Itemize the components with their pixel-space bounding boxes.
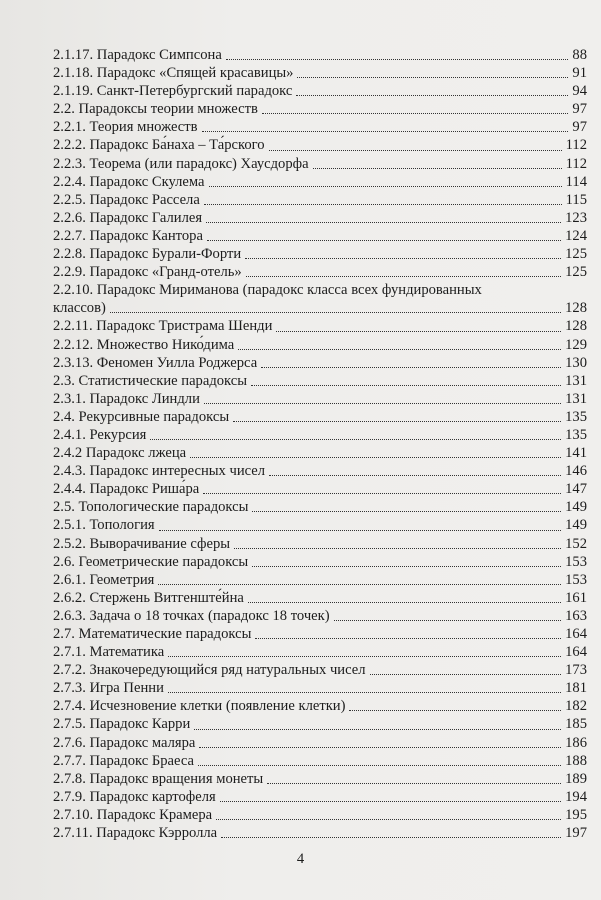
toc-entry	[53, 317, 587, 335]
toc-entry	[53, 82, 587, 100]
dot-leader	[207, 240, 561, 241]
dot-leader	[252, 566, 561, 567]
toc-entry-title: 2.4.3. Парадокс интересных чисел	[53, 463, 266, 480]
toc-entry	[53, 64, 587, 82]
toc-entry	[53, 100, 587, 118]
toc-entry-title: 2.2.8. Парадокс Бурали-Форти	[53, 246, 242, 263]
toc-entry-page: 97	[572, 101, 587, 118]
toc-entry-page: 164	[565, 644, 587, 661]
toc-entry-page: 186	[565, 734, 587, 751]
dot-leader	[158, 584, 561, 585]
toc-entry-page: 194	[565, 788, 587, 805]
toc-entry-title: 2.2.1. Теория множеств	[53, 119, 198, 136]
dot-leader	[150, 439, 561, 440]
toc-entry-title: 2.5. Топологические парадоксы	[53, 499, 249, 516]
toc-entry-page: 131	[565, 390, 587, 407]
dot-leader	[276, 331, 561, 332]
toc-entry-page: 163	[565, 607, 587, 624]
dot-leader	[204, 403, 561, 404]
dot-leader	[221, 837, 561, 838]
toc-entry-title: 2.2.10. Парадокс Мириманова (парадокс класса всех фундированных	[53, 282, 482, 299]
toc-entry-title: 2.7.7. Парадокс Браеса	[53, 752, 194, 769]
dot-leader	[269, 475, 561, 476]
toc-entry-page: 146	[565, 463, 587, 480]
toc-entry	[53, 408, 587, 426]
toc-entry-title: 2.6.1. Геометрия	[53, 571, 155, 588]
toc-entry-page: 147	[565, 481, 587, 498]
toc-entry	[53, 788, 587, 806]
toc-entry	[53, 661, 587, 679]
toc-entry-title: 2.4.2 Парадокс лжеца	[53, 445, 187, 462]
toc-entry	[53, 516, 587, 534]
toc-entry-page: 131	[565, 372, 587, 389]
toc-entry-page: 152	[565, 535, 587, 552]
toc-entry	[53, 589, 587, 607]
toc-entry	[53, 734, 587, 752]
page-number: 4	[296, 851, 305, 867]
toc-entry-title: 2.2.5. Парадокс Рассела	[53, 191, 200, 208]
dot-leader	[248, 602, 561, 603]
toc-entry	[53, 715, 587, 733]
dot-leader	[297, 77, 568, 78]
toc-entry-title: 2.2.11. Парадокс Тристрама Шенди	[53, 318, 273, 335]
dot-leader	[238, 349, 561, 350]
toc-entry-title: 2.2.2. Парадокс Ба́наха – Та́рского	[53, 137, 265, 154]
dot-leader	[349, 710, 561, 711]
toc-entry-title: 2.4.1. Рекурсия	[53, 426, 147, 443]
toc-entry-title: 2.7.6. Парадокс маляра	[53, 734, 196, 751]
dot-leader	[267, 783, 561, 784]
toc-entry	[53, 426, 587, 444]
toc-entry-page: 197	[565, 825, 587, 842]
toc-entry	[53, 462, 587, 480]
toc-entry	[53, 643, 587, 661]
toc-entry-page: 97	[572, 119, 587, 136]
toc-entry-page: 181	[565, 680, 587, 697]
toc-entry	[53, 136, 587, 154]
toc-entry-title: 2.7. Математические парадоксы	[53, 626, 252, 642]
toc-entry	[53, 824, 587, 842]
toc-entry-page: 124	[565, 227, 587, 244]
toc-entry-page: 112	[565, 155, 587, 172]
toc-entry-title: 2.5.1. Топология	[53, 517, 155, 534]
dot-leader	[206, 222, 561, 223]
toc-entry-title: 2.2.12. Множество Нико́дима	[53, 336, 235, 353]
dot-leader	[220, 801, 561, 802]
toc-entry-page: 149	[565, 499, 587, 516]
toc-entry-title: 2.4. Рекурсивные парадоксы	[53, 408, 230, 425]
dot-leader	[216, 819, 561, 820]
toc-entry	[53, 118, 587, 136]
toc-entry	[53, 679, 587, 697]
toc-entry	[53, 245, 587, 263]
dot-leader	[190, 457, 561, 458]
toc-entry-page: 188	[565, 752, 587, 769]
toc-entry	[53, 46, 587, 64]
dot-leader	[233, 421, 561, 422]
toc-entry-page: 94	[572, 83, 587, 100]
toc-entry-page: 135	[565, 408, 587, 425]
dot-leader	[269, 150, 562, 151]
toc-entry-page: 135	[565, 426, 587, 443]
toc-entry-page: 195	[565, 806, 587, 823]
toc-entry-title: 2.2.3. Теорема (или парадокс) Хаусдорфа	[53, 155, 309, 172]
toc-entry-title: 2.7.9. Парадокс картофеля	[53, 788, 216, 805]
dot-leader	[313, 168, 562, 169]
toc-entry-title: 2.7.11. Парадокс Кэрролла	[53, 825, 218, 842]
dot-leader	[261, 367, 561, 368]
toc-entry-title: 2.1.17. Парадокс Симпсона	[53, 47, 222, 63]
toc-entry	[53, 697, 587, 715]
toc-entry-page: 173	[565, 662, 587, 679]
toc-entry-title: 2.2.7. Парадокс Кантора	[53, 227, 203, 244]
dot-leader	[168, 692, 561, 693]
dot-leader	[246, 276, 561, 277]
dot-leader	[110, 312, 561, 313]
toc-entry-title: 2.2.6. Парадокс Галилея	[53, 209, 203, 226]
toc-entry-title: 2.1.19. Санкт-Петербургский парадокс	[53, 83, 293, 100]
toc-entry	[53, 444, 587, 462]
toc-entry-page: 149	[565, 517, 587, 534]
toc-entry	[53, 336, 587, 354]
dot-leader	[262, 113, 569, 114]
dot-leader	[198, 765, 561, 766]
toc-entry-title: 2.5.2. Выворачивание сферы	[53, 535, 231, 552]
toc-entry-page: 128	[565, 318, 587, 335]
toc-entry-page: 114	[565, 173, 587, 190]
toc-entry-page: 161	[565, 589, 587, 606]
toc-entry-title: 2.3.1. Парадокс Линдли	[53, 390, 200, 407]
toc-entry-page: 115	[565, 191, 587, 208]
dot-leader	[204, 204, 562, 205]
toc-entry	[53, 498, 587, 516]
dot-leader	[296, 95, 568, 96]
toc-entry-title: 2.2.4. Парадокс Скулема	[53, 173, 205, 190]
toc-entry	[53, 535, 587, 553]
toc-entry-page: 153	[565, 553, 587, 570]
toc-entry-page: 129	[565, 336, 587, 353]
toc-entry	[53, 806, 587, 824]
toc-entry-title: 2.2.9. Парадокс «Гранд-отель»	[53, 264, 242, 281]
toc-entry	[53, 571, 587, 589]
toc-entry	[53, 354, 587, 372]
toc-entry	[53, 263, 587, 281]
dot-leader	[226, 59, 569, 60]
toc-entry	[53, 155, 587, 173]
toc-entry	[53, 390, 587, 408]
dot-leader	[194, 729, 561, 730]
dot-leader	[209, 186, 562, 187]
toc-entry-page: 182	[565, 698, 587, 715]
toc-entry-page: 185	[565, 716, 587, 733]
toc-entry-title: 2.7.10. Парадокс Крамера	[53, 806, 213, 823]
toc-entry-page: 125	[565, 246, 587, 263]
toc-entry-title-continuation: классов)	[53, 300, 106, 317]
toc-entry-title: 2.6.2. Стержень Витгенште́йна	[53, 589, 244, 606]
toc-entry-title: 2.7.5. Парадокс Карри	[53, 716, 191, 733]
toc-entry-page: 164	[565, 626, 587, 642]
dot-leader	[203, 493, 561, 494]
toc-entry	[53, 227, 587, 245]
toc-entry-title: 2.3. Статистические парадоксы	[53, 372, 248, 389]
toc-entry-title: 2.7.3. Игра Пенни	[53, 680, 164, 697]
toc-entry	[53, 173, 587, 191]
dot-leader	[252, 511, 561, 512]
dot-leader	[168, 656, 561, 657]
toc-entry-title: 2.6. Геометрические парадоксы	[53, 553, 249, 570]
toc-entry	[53, 752, 587, 770]
toc-entry	[53, 480, 587, 498]
dot-leader	[370, 674, 562, 675]
toc-entry-title: 2.3.13. Феномен Уилла Роджерса	[53, 354, 258, 371]
toc-entry-page: 112	[565, 137, 587, 154]
toc-entry	[53, 372, 587, 390]
dot-leader	[334, 620, 562, 621]
toc-entry	[53, 770, 587, 788]
toc-entry-title: 2.7.4. Исчезновение клетки (появление клетки)	[53, 698, 346, 715]
toc-entry-page: 189	[565, 770, 587, 787]
toc-entry-page: 123	[565, 209, 587, 226]
dot-leader	[202, 131, 569, 132]
toc-entry	[53, 607, 587, 625]
dot-leader	[234, 548, 561, 549]
toc-entry	[53, 625, 587, 643]
table-of-contents	[53, 46, 587, 842]
toc-entry-title: 2.6.3. Задача о 18 точках (парадокс 18 точек)	[53, 607, 330, 624]
dot-leader	[251, 385, 561, 386]
toc-entry-title: 2.4.4. Парадокс Риша́ра	[53, 481, 200, 498]
toc-entry-title: 2.2. Парадоксы теории множеств	[53, 101, 258, 118]
toc-entry	[53, 553, 587, 571]
toc-entry	[53, 209, 587, 227]
toc-entry-page: 88	[572, 47, 587, 63]
toc-entry-title: 2.7.8. Парадокс вращения монеты	[53, 770, 264, 787]
toc-entry-page: 125	[565, 264, 587, 281]
toc-entry-page: 128	[565, 300, 587, 317]
dot-leader	[159, 530, 562, 531]
toc-entry-title: 2.7.2. Знакочередующийся ряд натуральных чисел	[53, 662, 366, 679]
dot-leader	[255, 638, 561, 639]
toc-entry-page: 153	[565, 571, 587, 588]
toc-entry	[53, 191, 587, 209]
toc-entry-page: 91	[572, 65, 587, 82]
dot-leader	[199, 747, 561, 748]
toc-entry-page: 141	[565, 445, 587, 462]
toc-entry-title: 2.1.18. Парадокс «Спящей красавицы»	[53, 65, 294, 82]
toc-entry-page: 130	[565, 354, 587, 371]
dot-leader	[245, 258, 561, 259]
toc-entry-title: 2.7.1. Математика	[53, 644, 165, 661]
toc-entry	[53, 281, 587, 317]
